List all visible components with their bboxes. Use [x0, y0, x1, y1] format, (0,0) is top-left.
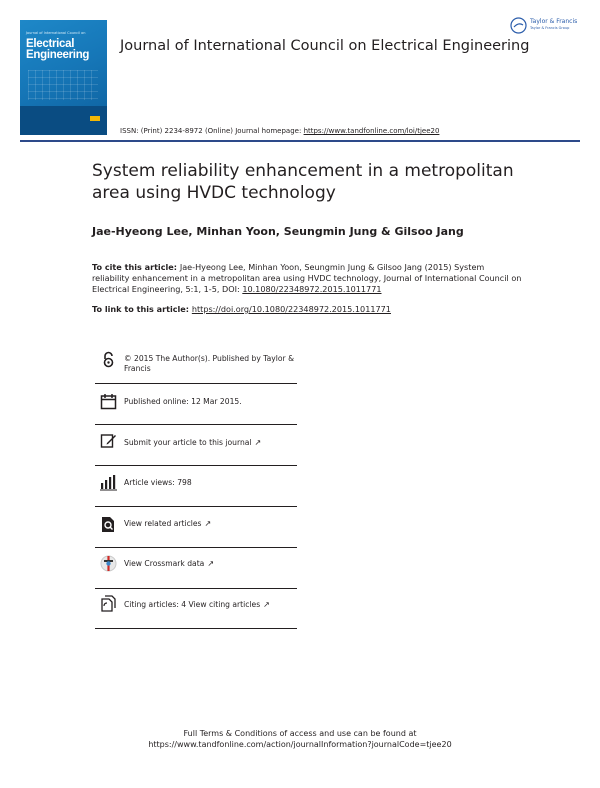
- external-link-icon: ↗: [207, 559, 215, 568]
- journal-cover-image: [20, 20, 107, 135]
- citing-articles-icon: [100, 595, 117, 612]
- views-row: [95, 465, 297, 507]
- related-articles-icon: [100, 516, 117, 533]
- crossmark-icon: [100, 555, 117, 572]
- article-authors: Jae-Hyeong Lee, Minhan Yoon, Seungmin Jung & Gilsoo Jang: [92, 225, 464, 238]
- external-link-icon: ↗: [263, 600, 270, 609]
- bar-chart-icon: [100, 474, 117, 491]
- cover-title-line2: Engineering: [26, 49, 90, 61]
- calendar-icon: [100, 393, 117, 410]
- external-link-icon: ↗: [254, 438, 262, 447]
- cover-accent: [90, 116, 100, 121]
- article-title-line1: System reliability enhancement in a metropolitan: [92, 161, 514, 181]
- cover-series-text: Journal of International Council on: [26, 31, 86, 35]
- citing-link[interactable]: Citing articles: 4 View citing articles: [124, 600, 261, 609]
- views-text: Article views: 798: [124, 478, 192, 487]
- related-link[interactable]: View related articles: [124, 519, 202, 528]
- related-row-content: [124, 519, 299, 529]
- edit-icon: [100, 432, 117, 449]
- publisher-logo-icon: [510, 17, 527, 34]
- cite-doi-link[interactable]: 10.1080/22348972.2015.1011771: [242, 284, 382, 294]
- related-row[interactable]: [95, 506, 297, 548]
- link-label: To link to this article:: [92, 304, 192, 314]
- footer-url[interactable]: https://www.tandfonline.com/action/journalInformation?journalCode=tjee20: [148, 740, 452, 749]
- journal-homepage-link[interactable]: https://www.tandfonline.com/loi/tjee20: [303, 127, 440, 135]
- crossmark-row-content: [124, 559, 299, 569]
- citing-row-content: [124, 600, 299, 610]
- publisher-logo-name: Taylor & Francis: [530, 18, 578, 25]
- publisher-logo[interactable]: [510, 17, 585, 37]
- article-doi-link[interactable]: https://doi.org/10.1080/22348972.2015.1011771: [191, 304, 391, 314]
- footer: [0, 728, 600, 750]
- publisher-logo-sub: Taylor & Francis Group: [530, 26, 570, 30]
- header-rule: [20, 140, 580, 142]
- issn-line: [120, 127, 439, 135]
- external-link-icon: ↗: [204, 519, 212, 528]
- license-text: © 2015 The Author(s). Published by Taylor & Francis: [124, 354, 295, 373]
- license-row: [95, 343, 297, 384]
- submit-row-content: [124, 438, 299, 448]
- citation-block: [92, 262, 522, 295]
- submit-row[interactable]: [95, 424, 297, 466]
- published-text: Published online: 12 Mar 2015.: [124, 397, 242, 406]
- cite-text: Jae-Hyeong Lee, Minhan Yoon, Seungmin Jung & Gilsoo Jang (2015) System reliability enhancement in a metropolitan area using HVDC technology, Journal of International Council on Electrical Engineering, 5:1, 1-5, DOI:: [92, 262, 522, 294]
- submit-link[interactable]: Submit your article to this journal: [124, 438, 252, 447]
- article-link-line: [92, 304, 391, 314]
- crossmark-link[interactable]: View Crossmark data: [124, 559, 205, 568]
- issn-text: ISSN: (Print) 2234-8972 (Online) Journal homepage:: [120, 127, 304, 135]
- open-access-icon: [100, 351, 117, 368]
- footer-line1: Full Terms & Conditions of access and use can be found at: [183, 729, 417, 738]
- article-title: [92, 160, 562, 204]
- cite-label: To cite this article:: [92, 262, 180, 272]
- cover-title: [26, 39, 89, 61]
- crossmark-row[interactable]: [95, 547, 297, 589]
- citing-row[interactable]: [95, 588, 297, 629]
- article-title-line2: area using HVDC technology: [92, 183, 336, 203]
- journal-title: Journal of International Council on Electrical Engineering: [120, 38, 530, 54]
- cover-title-line1: Electrical: [26, 38, 75, 50]
- published-row: [95, 383, 297, 425]
- cover-pattern: [28, 70, 98, 100]
